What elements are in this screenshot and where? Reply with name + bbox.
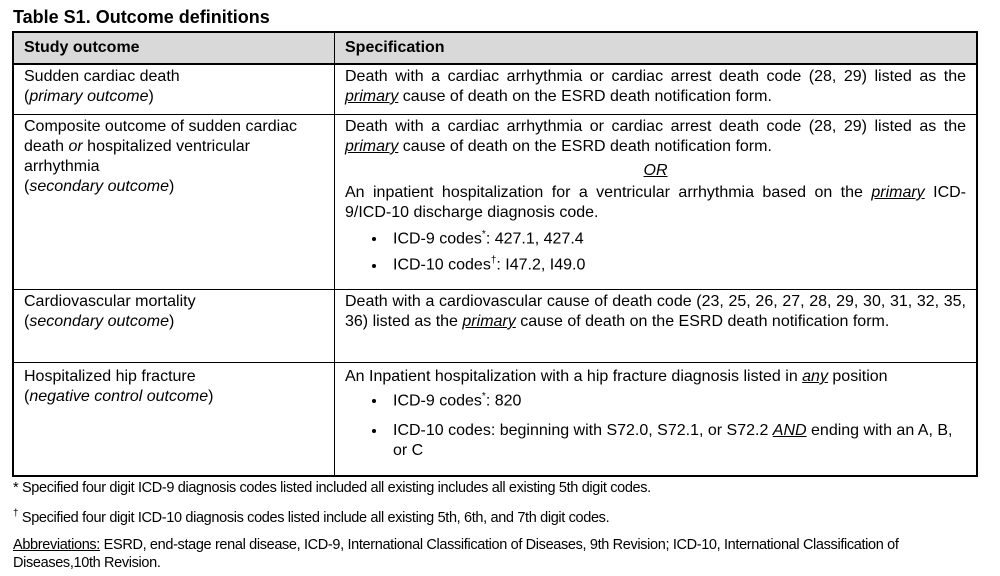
list-item: • ICD-9 codes*: 427.1, 427.4: [387, 225, 966, 249]
spec-text: ICD-9/ICD-10 discharge diagnosis code.: [345, 184, 966, 221]
footnote-icd10: † Specified four digit ICD-10 diagnosis codes listed include all existing 5th, 6th, and 7th digit codes.: [13, 508, 610, 526]
outcome-name: Cardiovascular mortality: [24, 293, 196, 310]
table-row: [13, 363, 977, 477]
outcome-note: negative control outcome: [29, 388, 209, 405]
spec-text: Death with a cardiac arrhythmia or cardiac arrest death code (28, 29) listed as the: [345, 68, 966, 85]
outcome-cell: Composite outcome of sudden cardiac death or hospitalized ventricular arrhythmia (secondary outcome): [13, 115, 335, 290]
spec-emphasis: primary: [871, 184, 925, 201]
spec-or: OR: [643, 162, 668, 179]
code-list: [345, 225, 966, 276]
outcome-note: secondary outcome: [29, 178, 169, 195]
outcome-note: primary outcome: [29, 88, 149, 105]
table-row: [13, 64, 977, 115]
outcome-cell: Cardiovascular mortality (secondary outcome): [13, 290, 335, 363]
abbreviations: Abbreviations: ESRD, end-stage renal disease, ICD-9, International Classification of Diseases, 9th Revision; ICD-10, International Classification of Diseases,10th Revision.: [13, 537, 899, 571]
spec-text: cause of death on the ESRD death notification form.: [515, 313, 890, 330]
footnote-icd9: * Specified four digit ICD-9 diagnosis codes listed included all existing includes all existing 5th digit codes.: [13, 480, 651, 496]
spec-text: An Inpatient hospitalization with a hip fracture diagnosis listed in: [345, 368, 803, 385]
outcome-name: Hospitalized hip fracture: [24, 368, 196, 385]
spec-text: cause of death on the ESRD death notification form.: [398, 88, 772, 105]
header-specification: Specification: [335, 32, 978, 64]
outcome-or: or: [68, 138, 83, 155]
outcome-name: Composite outcome of sudden cardiac death: [24, 118, 298, 155]
spec-emphasis: any: [802, 368, 828, 385]
spec-text: An inpatient hospitalization for a ventricular arrhythmia based on the: [345, 184, 872, 201]
outcome-name: hospitalized ventricular arrhythmia: [24, 138, 250, 175]
spec-emphasis: primary: [345, 138, 399, 155]
spec-text: position: [827, 368, 888, 385]
table-row: [13, 290, 977, 363]
table-header-row: [13, 32, 977, 64]
list-item: • ICD-10 codes†: I47.2, I49.0: [387, 251, 966, 275]
spec-cell: [335, 290, 978, 363]
spec-text: Death with a cardiovascular cause of death code (23, 25, 26, 27, 28, 29, 30, 31, 32, 35, 36) listed as the: [345, 293, 966, 330]
spec-cell: [335, 363, 978, 477]
spec-text: cause of death on the ESRD death notification form.: [398, 138, 772, 155]
spec-text: Death with a cardiac arrhythmia or cardiac arrest death code (28, 29) listed as the: [345, 118, 966, 135]
spec-cell: [335, 64, 978, 115]
table-row: [13, 115, 977, 290]
spec-emphasis: primary: [345, 88, 399, 105]
outcome-note: secondary outcome: [29, 313, 169, 330]
code-list: [345, 387, 966, 461]
table-title: Table S1. Outcome definitions: [13, 7, 270, 27]
spec-cell: [335, 115, 978, 290]
outcome-cell: Hospitalized hip fracture (negative control outcome): [13, 363, 335, 477]
outcome-definitions-table: [12, 31, 978, 477]
list-item: • ICD-9 codes*: 820: [387, 387, 966, 411]
spec-emphasis: primary: [462, 313, 516, 330]
list-item: • ICD-10 codes: beginning with S72.0, S72.1, or S72.2 AND ending with an A, B, or C: [387, 421, 966, 461]
outcome-cell: Sudden cardiac death (primary outcome): [13, 64, 335, 115]
outcome-name: Sudden cardiac death: [24, 68, 180, 85]
header-study-outcome: Study outcome: [13, 32, 335, 64]
